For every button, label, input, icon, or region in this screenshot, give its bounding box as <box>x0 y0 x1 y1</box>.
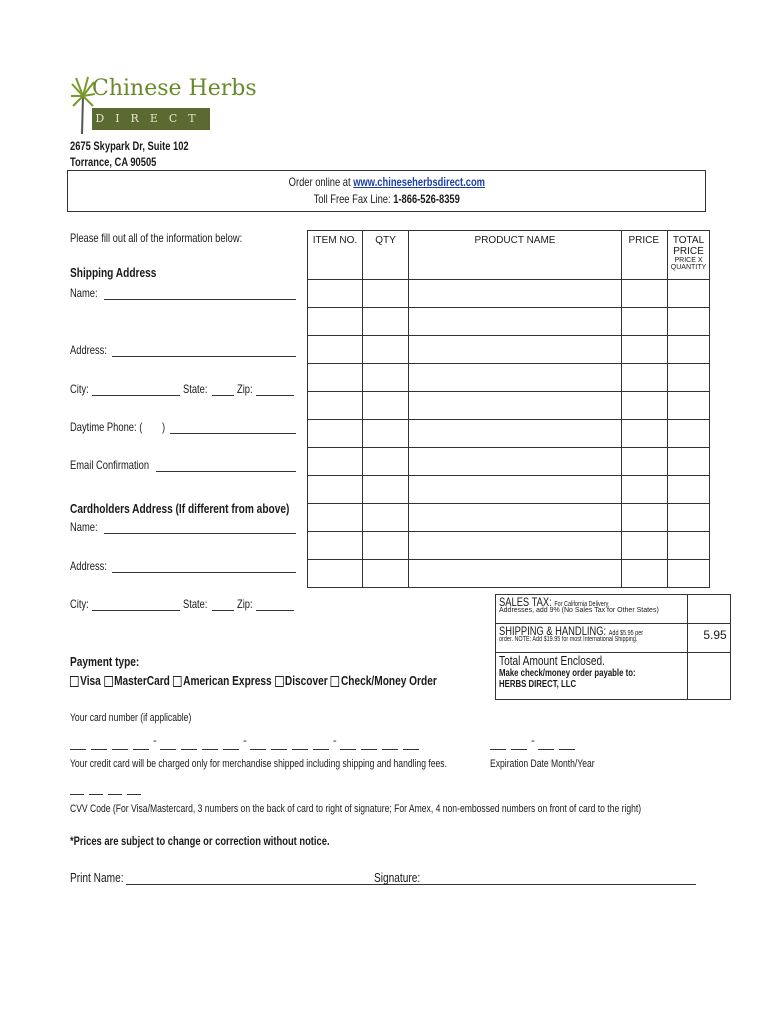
cardholder-city-label: City: <box>70 597 89 611</box>
table-row[interactable] <box>308 420 710 448</box>
table-cell[interactable] <box>363 364 409 392</box>
table-cell[interactable] <box>409 420 622 448</box>
product-table <box>307 230 710 588</box>
shipping-city-label: City: <box>70 382 89 396</box>
company-logo <box>70 76 257 136</box>
total-label: Total Amount Enclosed. <box>499 653 605 668</box>
shipping-phone-close: ) <box>162 420 166 434</box>
table-cell[interactable] <box>363 308 409 336</box>
shipping-note-1: Add $5.95 per <box>608 630 644 637</box>
table-cell[interactable] <box>668 532 710 560</box>
payment-option-label: Visa <box>80 673 101 688</box>
payment-checkbox[interactable] <box>275 676 284 687</box>
instructions-text: Please fill out all of the information below: <box>70 231 243 245</box>
col-total-price: TOTAL PRICE PRICE X QUANTITY <box>668 231 710 280</box>
shipping-phone-label: Daytime Phone: ( <box>70 420 143 434</box>
shipping-phone-row <box>70 420 296 436</box>
total-value[interactable] <box>687 653 730 700</box>
digit-blank <box>490 737 506 750</box>
cvv-field[interactable] <box>70 782 160 796</box>
shipping-heading: Shipping Address <box>70 265 157 280</box>
table-cell[interactable] <box>622 420 668 448</box>
table-cell[interactable] <box>308 448 363 476</box>
table-cell[interactable] <box>409 280 622 308</box>
digit-separator: - <box>243 735 247 747</box>
digit-separator: - <box>153 735 157 747</box>
shipping-phone-field[interactable] <box>170 421 296 434</box>
payment-option-label: MasterCard <box>114 673 170 688</box>
table-cell[interactable] <box>409 336 622 364</box>
cardholder-zip-label: Zip: <box>237 597 253 611</box>
table-row[interactable] <box>308 336 710 364</box>
table-cell[interactable] <box>409 448 622 476</box>
table-cell[interactable] <box>363 560 409 588</box>
table-cell[interactable] <box>363 448 409 476</box>
cardholder-name-row <box>70 520 296 536</box>
shipping-address-field[interactable] <box>112 344 296 357</box>
table-cell[interactable] <box>363 336 409 364</box>
table-cell[interactable] <box>409 532 622 560</box>
cardholder-name-label: Name: <box>70 520 98 534</box>
digit-blank <box>112 737 128 750</box>
cardholder-zip-field[interactable] <box>256 598 294 611</box>
digit-blank <box>70 782 84 795</box>
logo-brand-text: Chinese Herbs <box>92 76 257 101</box>
table-cell[interactable] <box>668 504 710 532</box>
table-cell[interactable] <box>668 392 710 420</box>
table-cell[interactable] <box>622 476 668 504</box>
table-cell[interactable] <box>622 336 668 364</box>
digit-blank <box>70 737 86 750</box>
table-cell[interactable] <box>363 504 409 532</box>
digit-blank <box>181 737 197 750</box>
table-row[interactable] <box>308 560 710 588</box>
payment-option-label: Discover <box>284 673 328 688</box>
payment-options <box>70 673 544 688</box>
payable-to-label: Make check/money order payable to: <box>499 668 636 679</box>
col-product-name: PRODUCT NAME <box>409 231 622 280</box>
digit-blank <box>133 737 149 750</box>
digit-blank <box>89 782 103 795</box>
table-row[interactable] <box>308 392 710 420</box>
table-cell[interactable] <box>622 560 668 588</box>
order-info-box <box>67 170 706 212</box>
table-cell[interactable] <box>363 532 409 560</box>
table-row[interactable] <box>308 280 710 308</box>
sales-tax-row <box>496 595 731 624</box>
table-row[interactable] <box>308 448 710 476</box>
payment-checkbox[interactable] <box>70 676 79 687</box>
cardholder-city-row <box>70 597 296 613</box>
col-item-no: ITEM NO. <box>308 231 363 280</box>
sales-tax-note-2: Addresses, add 9% (No Sales Tax for Other States) <box>499 607 659 614</box>
cardholder-state-field[interactable] <box>212 598 234 611</box>
address-line-2: Torrance, CA 90505 <box>70 155 157 169</box>
table-cell[interactable] <box>308 308 363 336</box>
digit-blank <box>559 737 575 750</box>
table-cell[interactable] <box>363 420 409 448</box>
digit-blank <box>382 737 398 750</box>
shipping-note-2: order. NOTE: Add $19.95 for most International Shipping. <box>499 636 638 643</box>
payment-option-label: American Express <box>183 673 272 688</box>
signature-field[interactable] <box>426 872 696 885</box>
table-cell[interactable] <box>308 560 363 588</box>
payment-checkbox[interactable] <box>104 676 113 687</box>
table-cell[interactable] <box>363 280 409 308</box>
digit-separator: - <box>531 735 535 747</box>
shipping-name-label: Name: <box>70 286 98 300</box>
table-row[interactable] <box>308 308 710 336</box>
digit-blank <box>91 737 107 750</box>
table-cell[interactable] <box>308 392 363 420</box>
shipping-name-field[interactable] <box>104 287 296 300</box>
cardholder-city-field[interactable] <box>92 598 180 611</box>
table-cell[interactable] <box>308 504 363 532</box>
shipping-email-label: Email Confirmation <box>70 458 150 472</box>
payment-option-label: Check/Money Order <box>340 673 437 688</box>
payable-to-name: HERBS DIRECT, LLC <box>499 679 577 690</box>
company-address <box>70 139 222 169</box>
table-cell[interactable] <box>622 308 668 336</box>
digit-blank <box>108 782 122 795</box>
digit-blank <box>250 737 266 750</box>
expiration-field[interactable] <box>490 737 580 751</box>
card-charge-note: Your credit card will be charged only for merchandise shipped including shipping and handling fees. <box>70 758 447 770</box>
sales-tax-note-1: For California Delivery <box>554 601 609 608</box>
table-cell[interactable] <box>622 280 668 308</box>
table-cell[interactable] <box>622 504 668 532</box>
payment-checkbox[interactable] <box>173 676 182 687</box>
cardholder-address-row <box>70 559 296 575</box>
shipping-email-field[interactable] <box>156 459 296 472</box>
table-row[interactable] <box>308 532 710 560</box>
table-cell[interactable] <box>409 476 622 504</box>
table-cell[interactable] <box>668 448 710 476</box>
digit-blank <box>223 737 239 750</box>
card-number-label: Your card number (if applicable) <box>70 712 192 724</box>
table-cell[interactable] <box>668 364 710 392</box>
digit-blank <box>271 737 287 750</box>
table-row[interactable] <box>308 504 710 532</box>
address-line-1: 2675 Skypark Dr, Suite 102 <box>70 139 189 153</box>
payment-heading: Payment type: <box>70 654 140 669</box>
print-name-label: Print Name: <box>70 870 124 885</box>
table-cell[interactable] <box>668 420 710 448</box>
table-cell[interactable] <box>308 280 363 308</box>
shipping-zip-label: Zip: <box>237 382 253 396</box>
cardholder-heading: Cardholders Address (If different from above) <box>70 501 290 516</box>
website-link[interactable]: www.chineseherbsdirect.com <box>352 175 485 189</box>
digit-blank <box>127 782 141 795</box>
cardholder-address-field[interactable] <box>112 560 296 573</box>
shipping-city-row <box>70 382 296 398</box>
table-cell[interactable] <box>668 560 710 588</box>
table-cell[interactable] <box>409 364 622 392</box>
price-disclaimer: *Prices are subject to change or correction without notice. <box>70 834 330 848</box>
card-number-field[interactable] <box>70 737 440 751</box>
table-row[interactable] <box>308 364 710 392</box>
shipping-state-label: State: <box>183 382 208 396</box>
digit-blank <box>202 737 218 750</box>
digit-separator: - <box>333 735 337 747</box>
col-qty: QTY <box>363 231 409 280</box>
digit-blank <box>403 737 419 750</box>
logo-sub-text: DIRECT <box>92 108 210 130</box>
table-cell[interactable] <box>668 476 710 504</box>
signature-row <box>70 870 700 888</box>
order-online-label: Order online at <box>288 175 353 189</box>
table-cell[interactable] <box>308 364 363 392</box>
fax-label: Toll Free Fax Line: <box>313 192 393 206</box>
table-cell[interactable] <box>409 392 622 420</box>
table-row[interactable] <box>308 476 710 504</box>
digit-blank <box>340 737 356 750</box>
shipping-city-field[interactable] <box>92 383 180 396</box>
table-cell[interactable] <box>668 336 710 364</box>
shipping-address-row <box>70 343 296 357</box>
table-cell[interactable] <box>409 560 622 588</box>
sales-tax-value[interactable] <box>687 595 730 624</box>
shipping-handling-value: 5.95 <box>687 624 730 653</box>
table-header-row <box>308 231 710 280</box>
digit-blank <box>511 737 527 750</box>
shipping-zip-field[interactable] <box>256 383 294 396</box>
col-price: PRICE <box>622 231 668 280</box>
cardholder-name-field[interactable] <box>104 521 296 534</box>
shipping-handling-label: SHIPPING & HANDLING: <box>499 624 607 638</box>
table-cell[interactable] <box>308 420 363 448</box>
cardholder-state-label: State: <box>183 597 208 611</box>
table-cell[interactable] <box>622 532 668 560</box>
digit-blank <box>361 737 377 750</box>
shipping-row <box>496 624 731 653</box>
shipping-name-row <box>70 286 296 300</box>
sales-tax-label: SALES TAX: <box>499 595 552 609</box>
digit-blank <box>538 737 554 750</box>
table-cell[interactable] <box>308 476 363 504</box>
table-cell[interactable] <box>308 532 363 560</box>
shipping-state-field[interactable] <box>212 383 234 396</box>
cvv-note: CVV Code (For Visa/Mastercard, 3 numbers on the back of card to right of signature; For Amex, 4 non-embossed numbers on front of card to the right) <box>70 803 642 815</box>
fax-number: 1-866-526-8359 <box>392 192 460 206</box>
table-cell[interactable] <box>622 448 668 476</box>
cardholder-address-label: Address: <box>70 559 107 573</box>
shipping-email-row <box>70 458 296 474</box>
payment-checkbox[interactable] <box>331 676 340 687</box>
digit-blank <box>292 737 308 750</box>
table-cell[interactable] <box>409 308 622 336</box>
table-cell[interactable] <box>668 280 710 308</box>
signature-label: Signature: <box>374 870 421 885</box>
digit-blank <box>160 737 176 750</box>
table-cell[interactable] <box>622 392 668 420</box>
expiration-label: Expiration Date Month/Year <box>490 758 595 770</box>
table-cell[interactable] <box>668 308 710 336</box>
table-cell[interactable] <box>363 476 409 504</box>
shipping-address-label: Address: <box>70 343 107 357</box>
table-cell[interactable] <box>622 364 668 392</box>
table-cell[interactable] <box>308 336 363 364</box>
table-cell[interactable] <box>363 392 409 420</box>
table-cell[interactable] <box>409 504 622 532</box>
digit-blank <box>313 737 329 750</box>
